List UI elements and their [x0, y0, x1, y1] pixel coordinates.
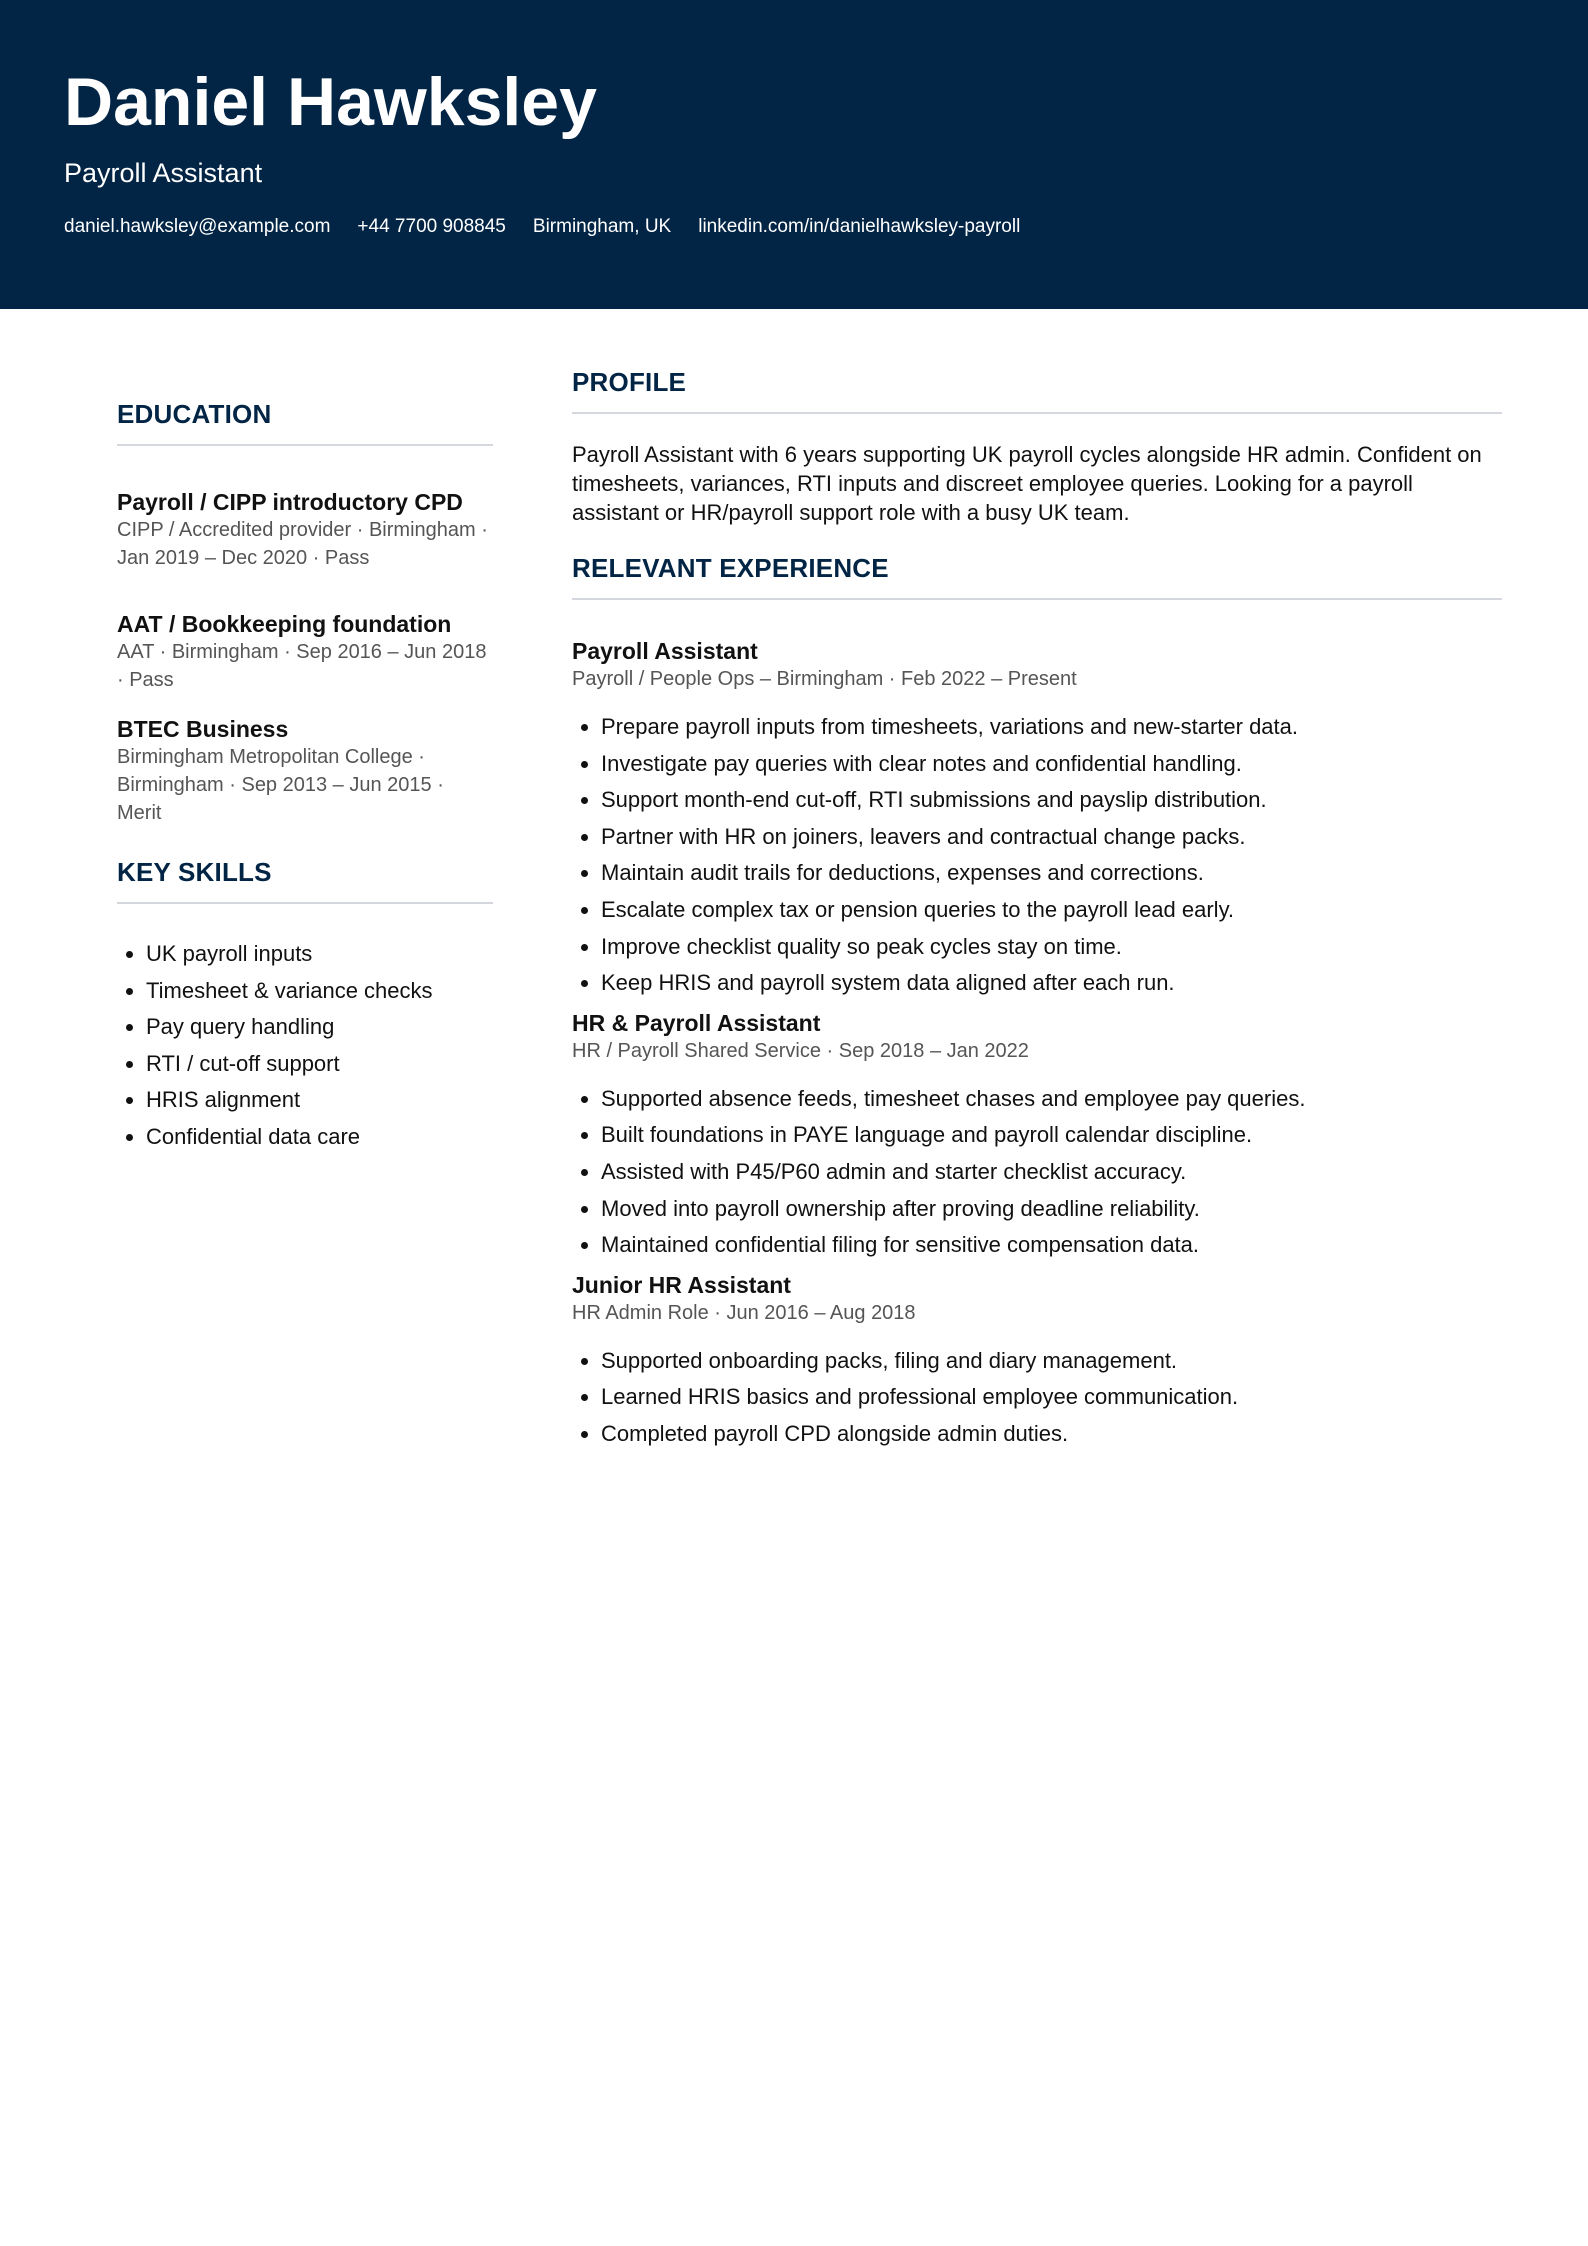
job-entry — [572, 637, 1502, 1002]
profile-text: Payroll Assistant with 6 years supporting UK payroll cycles alongside HR admin. Confident on timesheets, variances, RTI inputs and discreet employee queries. Looking for a payroll assistant or HR/payroll support role with a busy UK team. — [572, 442, 1482, 525]
skill-item: • UK payroll inputs — [146, 936, 493, 973]
education-heading: EDUCATION — [117, 396, 493, 446]
skill-item: • RTI / cut-off support — [146, 1046, 493, 1083]
education-item-meta: AAT · Birmingham · Sep 2016 – Jun 2018 · Pass — [117, 641, 487, 691]
job-bullet: • Assisted with P45/P60 admin and starter checklist accuracy. — [601, 1154, 1502, 1191]
skills-list — [117, 936, 493, 1156]
job-bullet: • Maintained confidential filing for sensitive compensation data. — [601, 1227, 1502, 1264]
candidate-name: Daniel Hawksley — [64, 64, 597, 140]
skill-item: • Confidential data care — [146, 1119, 493, 1156]
contact-email[interactable]: daniel.hawksley@example.com — [64, 216, 331, 237]
experience-heading: RELEVANT EXPERIENCE — [572, 550, 1502, 600]
job-bullet: • Supported absence feeds, timesheet chases and employee pay queries. — [601, 1081, 1502, 1118]
job-bullet: • Prepare payroll inputs from timesheets, variations and new-starter data. — [601, 709, 1502, 746]
education-item-title: BTEC Business — [117, 716, 289, 742]
job-bullets — [572, 709, 1502, 1002]
contact-phone[interactable]: +44 7700 908845 — [357, 216, 506, 237]
job-bullet: • Keep HRIS and payroll system data aligned after each run. — [601, 965, 1502, 1002]
skill-item: • HRIS alignment — [146, 1082, 493, 1119]
job-bullet: • Supported onboarding packs, filing and diary management. — [601, 1343, 1502, 1380]
job-bullets — [572, 1081, 1502, 1264]
job-bullet: • Maintain audit trails for deductions, expenses and corrections. — [601, 855, 1502, 892]
profile-heading: PROFILE — [572, 364, 1502, 414]
job-entry — [572, 1271, 1502, 1453]
right-column — [572, 364, 1502, 1453]
job-title: HR & Payroll Assistant — [572, 1009, 821, 1036]
contact-linkedin[interactable]: linkedin.com/in/danielhawksley-payroll — [698, 216, 1021, 237]
education-item — [117, 715, 493, 827]
skill-item: • Pay query handling — [146, 1009, 493, 1046]
job-meta: Payroll / People Ops – Birmingham · Feb 2022 – Present — [572, 668, 1077, 690]
job-bullet: • Partner with HR on joiners, leavers and contractual change packs. — [601, 819, 1502, 856]
education-item — [117, 610, 493, 694]
education-item-title: Payroll / CIPP introductory CPD — [117, 489, 463, 515]
education-item-meta: CIPP / Accredited provider · Birmingham · Jan 2019 – Dec 2020 · Pass — [117, 519, 488, 569]
left-column — [117, 396, 493, 1156]
job-meta: HR Admin Role · Jun 2016 – Aug 2018 — [572, 1301, 916, 1324]
job-title: Payroll Assistant — [572, 638, 758, 664]
education-item-meta: Birmingham Metropolitan College · Birmingham · Sep 2013 – Jun 2015 · Merit — [117, 746, 444, 824]
skills-heading: KEY SKILLS — [117, 854, 493, 904]
job-bullet: • Learned HRIS basics and professional employee communication. — [601, 1379, 1502, 1416]
job-bullet: • Support month-end cut-off, RTI submissions and payslip distribution. — [601, 782, 1502, 819]
job-bullet: • Completed payroll CPD alongside admin duties. — [601, 1416, 1502, 1453]
education-item — [117, 488, 493, 572]
job-bullet: • Improve checklist quality so peak cycles stay on time. — [601, 929, 1502, 966]
contact-row — [64, 214, 1047, 240]
skill-item: • Timesheet & variance checks — [146, 973, 493, 1010]
resume-header — [0, 0, 1588, 309]
contact-location: Birmingham, UK — [532, 216, 672, 237]
job-meta: HR / Payroll Shared Service · Sep 2018 – Jan 2022 — [572, 1039, 1029, 1062]
job-bullet: • Investigate pay queries with clear notes and confidential handling. — [601, 746, 1502, 783]
job-bullets — [572, 1343, 1502, 1453]
job-entry — [572, 1009, 1502, 1264]
job-bullet: • Built foundations in PAYE language and payroll calendar discipline. — [601, 1117, 1502, 1154]
candidate-title: Payroll Assistant — [64, 158, 263, 188]
job-title: Junior HR Assistant — [572, 1271, 791, 1298]
job-bullet: • Moved into payroll ownership after proving deadline reliability. — [601, 1191, 1502, 1228]
job-bullet: • Escalate complex tax or pension queries to the payroll lead early. — [601, 892, 1502, 929]
education-item-title: AAT / Bookkeeping foundation — [117, 611, 452, 637]
